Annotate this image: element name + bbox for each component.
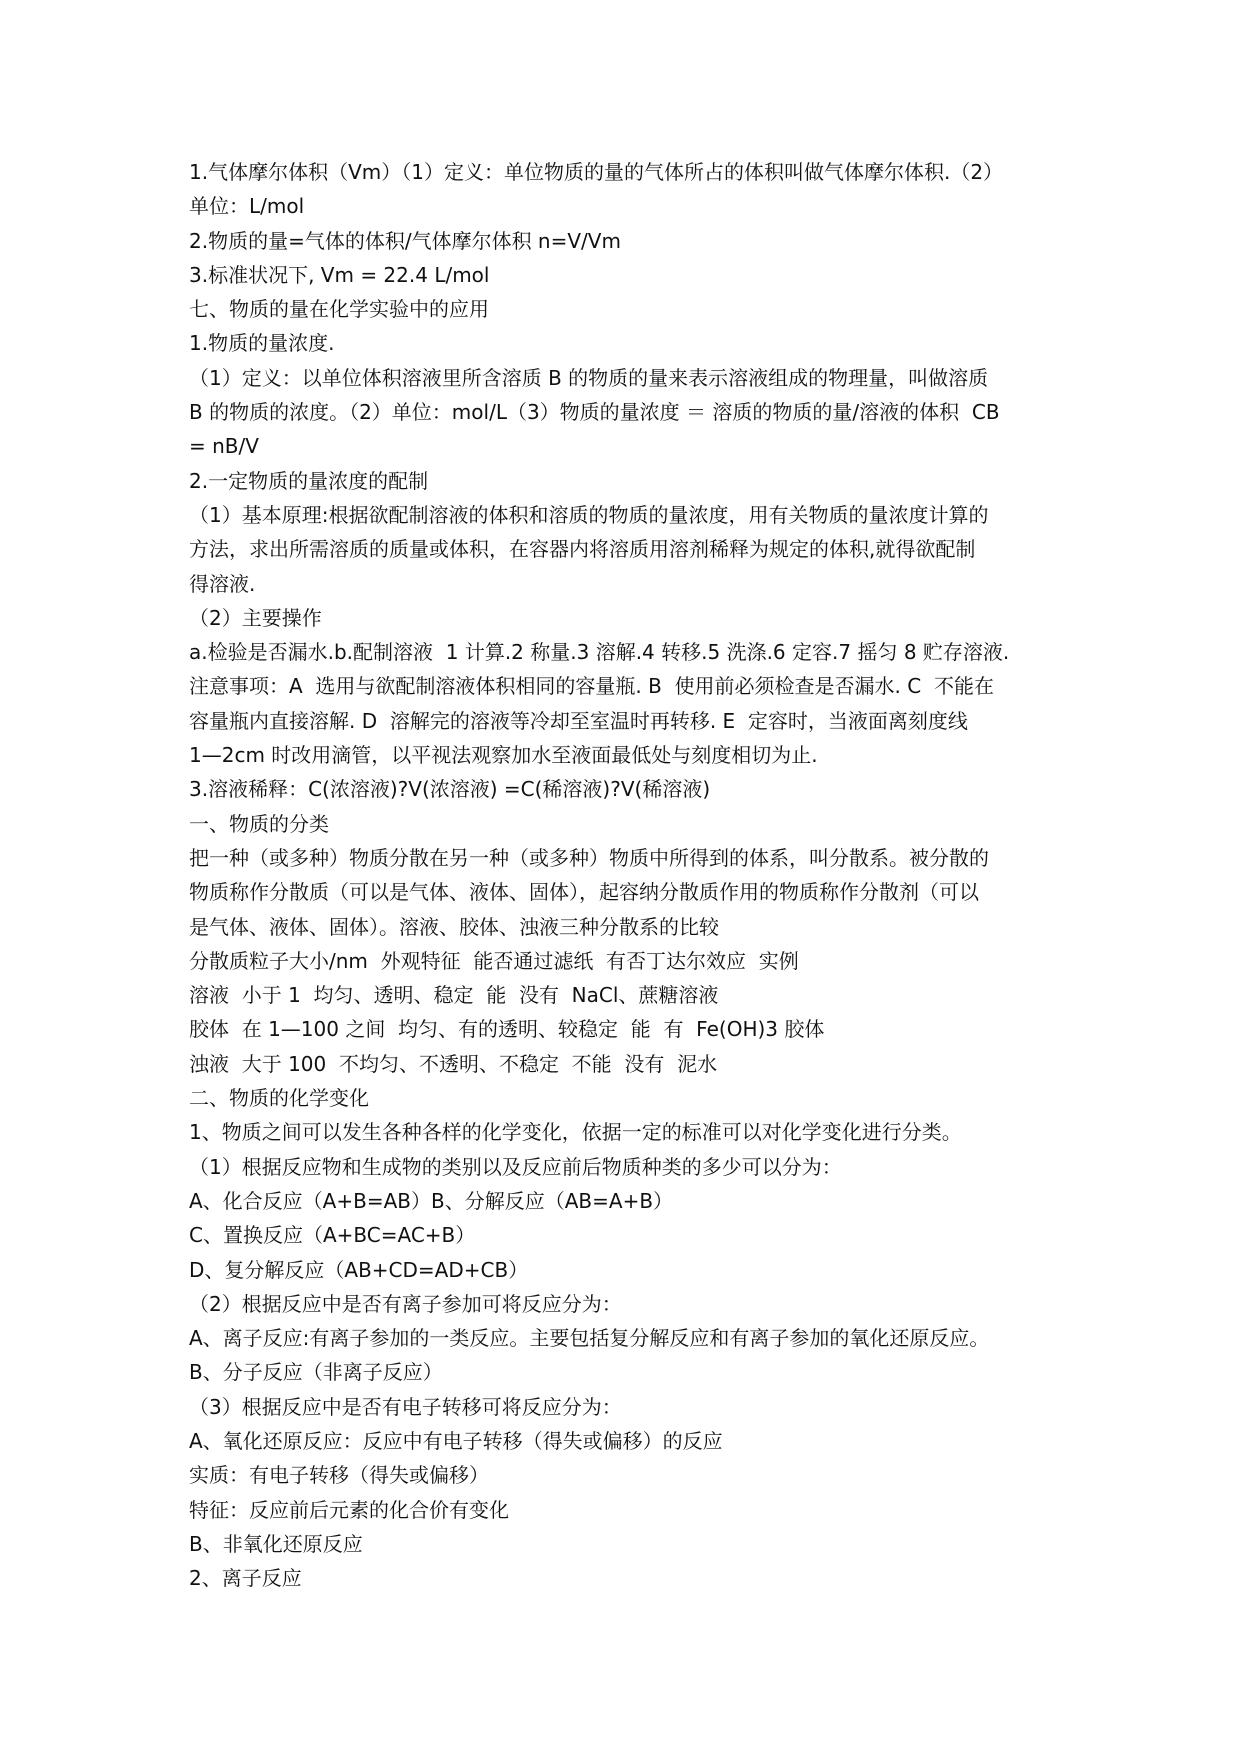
text-line: 得溶液. [189,571,256,596]
text-line: （3）根据反应中是否有电子转移可将反应分为： [189,1394,622,1419]
text-line: （2）根据反应中是否有离子参加可将反应分为： [189,1291,622,1316]
text-line: 把一种（或多种）物质分散在另一种（或多种）物质中所得到的体系，叫分散系。被分散的 [189,845,989,870]
text-line: 实质：有电子转移（得失或偏移） [189,1463,489,1488]
text-line: a.检验是否漏水.b.配制溶液 1 计算.2 称量.3 溶解.4 转移.5 洗涤.6 定容.7 摇匀 8 贮存溶液. [189,640,1010,665]
text-line: 单位：L/mol [189,194,305,219]
text-line: D、复分解反应（AB+CD=AD+CB） [189,1257,529,1282]
text-line: B、分子反应（非离子反应） [189,1360,443,1385]
text-line: 2、离子反应 [189,1566,302,1591]
text-line: 物质称作分散质（可以是气体、液体、固体），起容纳分散质作用的物质称作分散剂（可以 [189,880,979,905]
document-body [189,155,1069,1595]
text-line: B、非氧化还原反应 [189,1531,363,1556]
comparison-row: 浊液 大于 100 不均匀、不透明、不稳定 不能 没有 泥水 [189,1051,718,1076]
text-line: 容量瓶内直接溶解. D 溶解完的溶液等冷却至室温时再转移. E 定容时，当液面离刻度线 [189,708,968,733]
text-line: 特征：反应前后元素的化合价有变化 [189,1497,509,1522]
text-line: A、化合反应（A+B=AB）B、分解反应（AB=A+B） [189,1188,674,1213]
comparison-row: 溶液 小于 1 均匀、透明、稳定 能 没有 NaCl、蔗糖溶液 [189,983,719,1008]
text-line: 2.物质的量=气体的体积/气体摩尔体积 n=V/Vm [189,228,621,253]
text-line: = nB/V [189,434,259,459]
comparison-header-row: 分散质粒子大小/nm 外观特征 能否通过滤纸 有否丁达尔效应 实例 [189,948,799,973]
text-line: A、离子反应:有离子参加的一类反应。主要包括复分解反应和有离子参加的氧化还原反应。 [189,1326,990,1351]
text-line: （2）主要操作 [189,605,322,630]
text-line: （1）定义：以单位体积溶液里所含溶质 B 的物质的量来表示溶液组成的物理量，叫做溶质 [189,365,989,390]
text-line: 1.物质的量浓度. [189,331,335,356]
section-heading: 二、物质的化学变化 [189,1086,369,1111]
text-line: 3.溶液稀释：C(浓溶液)?V(浓溶液) =C(稀溶液)?V(稀溶液) [189,777,711,802]
text-line: 是气体、液体、固体）。溶液、胶体、浊液三种分散系的比较 [189,914,719,939]
text-line: 1、物质之间可以发生各种各样的化学变化，依据一定的标准可以对化学变化进行分类。 [189,1120,962,1145]
section-heading: 一、物质的分类 [189,811,329,836]
comparison-row: 胶体 在 1—100 之间 均匀、有的透明、较稳定 能 有 Fe(OH)3 胶体 [189,1017,825,1042]
text-line: C、置换反应（A+BC=AC+B） [189,1223,476,1248]
text-line: （1）根据反应物和生成物的类别以及反应前后物质种类的多少可以分为： [189,1154,842,1179]
text-line: 注意事项：A 选用与欲配制溶液体积相同的容量瓶. B 使用前必须检查是否漏水. C 不能在 [189,674,994,699]
text-line: 3.标准状况下, Vm = 22.4 L/mol [189,262,490,287]
section-heading: 七、物质的量在化学实验中的应用 [189,297,489,322]
text-line: 1—2cm 时改用滴管，以平视法观察加水至液面最低处与刻度相切为止. [189,743,818,768]
text-line: 2.一定物质的量浓度的配制 [189,468,429,493]
text-line: A、氧化还原反应：反应中有电子转移（得失或偏移）的反应 [189,1428,723,1453]
text-line: 方法，求出所需溶质的质量或体积，在容器内将溶质用溶剂稀释为规定的体积,就得欲配制 [189,537,976,562]
text-line: 1.气体摩尔体积（Vm）（1）定义：单位物质的量的气体所占的体积叫做气体摩尔体积.（2） [189,160,1004,184]
text-line: （1）基本原理:根据欲配制溶液的体积和溶质的物质的量浓度，用有关物质的量浓度计算的 [189,502,989,527]
text-line: B 的物质的浓度。（2）单位：mol/L（3）物质的量浓度 ＝ 溶质的物质的量/溶液的体积 CB [189,400,1000,425]
